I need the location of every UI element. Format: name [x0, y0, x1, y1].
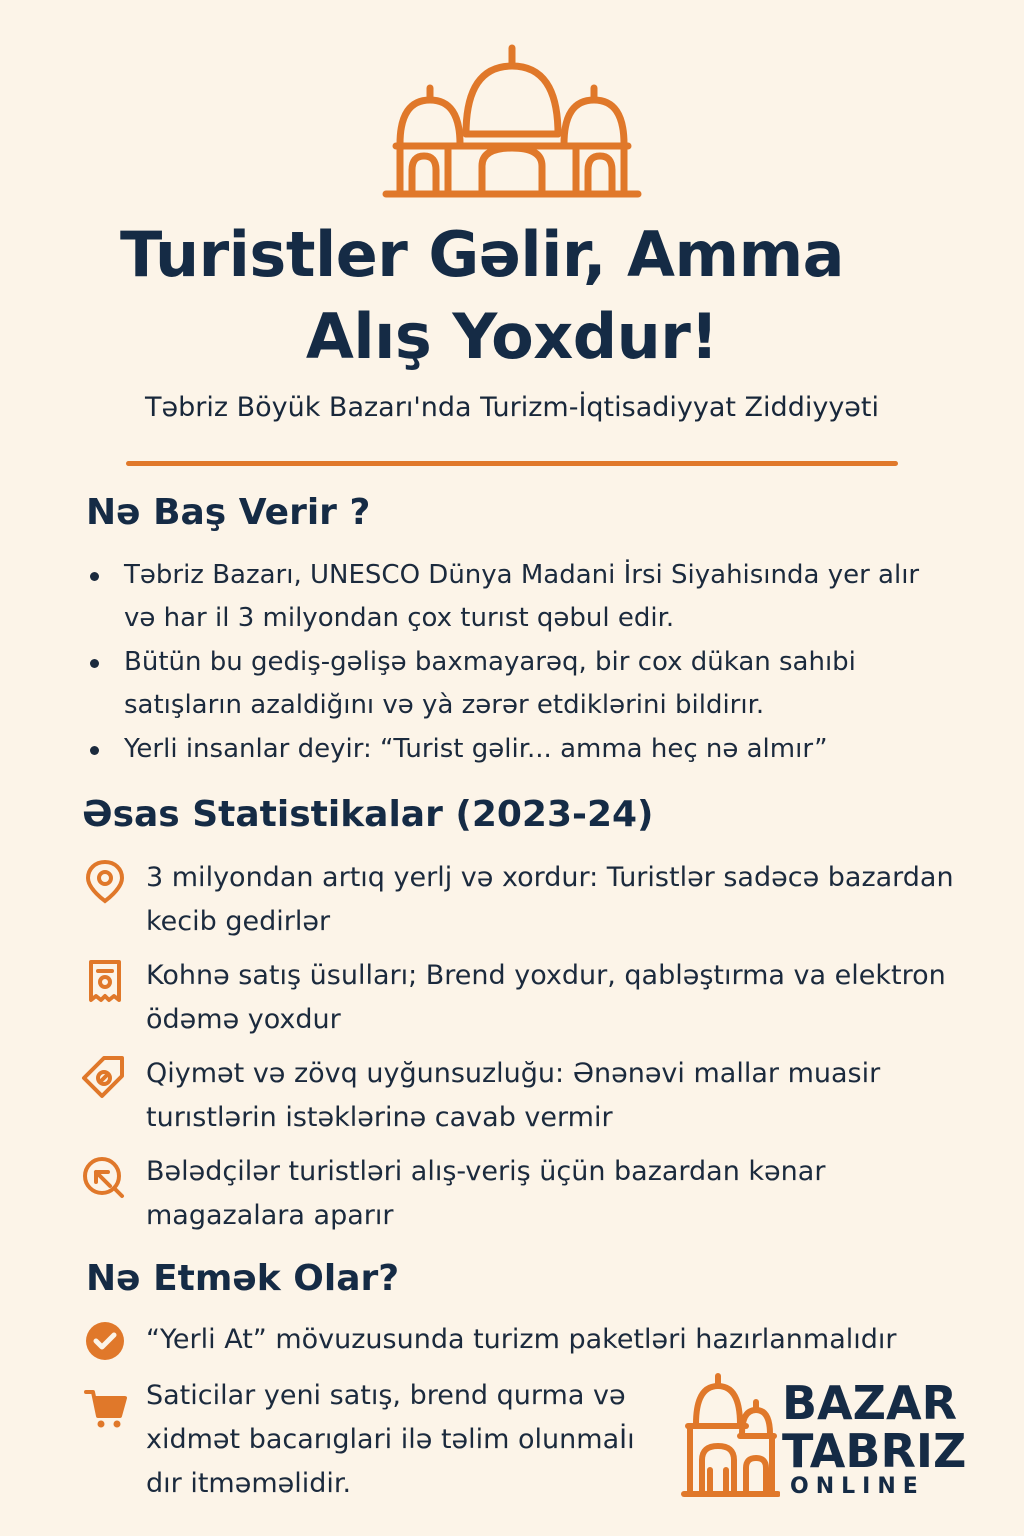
stat-line: magazalara aparır	[146, 1200, 394, 1231]
stat-item	[146, 856, 1006, 944]
bazaar-dome-logo	[382, 42, 642, 207]
bullet-item	[124, 728, 1004, 771]
stat-line: ödəmə yoxdur	[146, 1004, 341, 1035]
action-line: dır itməməlidir.	[146, 1468, 352, 1499]
location-pin-icon	[82, 858, 128, 904]
bullet-line: Təbriz Bazarı, UNESCO Dünya Madani İrsi Siyahisında yer alır	[124, 560, 920, 590]
stat-line: Kohnə satış üsulları; Brend yoxdur, qabləştırma va elektron	[146, 960, 946, 991]
bullet-line: Bütün bu gediş-gəlişə baxmayarəq, bir cox dükan sahıbi	[124, 647, 856, 677]
receipt-icon	[82, 958, 128, 1004]
shopping-cart-icon	[84, 1386, 128, 1430]
section-heading-key-stats: Əsas Statistikalar (2023-24)	[82, 794, 654, 835]
stat-item	[146, 1150, 1006, 1238]
stat-line: Qiymət və zövq uyğunsuzluğu: Ənənəvi mallar muasir	[146, 1058, 881, 1089]
stat-item	[146, 954, 1006, 1042]
check-circle-icon	[84, 1320, 126, 1362]
header-divider	[126, 461, 898, 466]
bullet-dot	[90, 572, 99, 581]
section-heading-actions: Nə Etmək Olar?	[86, 1258, 400, 1299]
bullet-dot	[90, 659, 99, 668]
stat-line: kecib gedirlər	[146, 906, 331, 937]
section-heading-what-happens: Nə Baş Verir ?	[86, 492, 371, 533]
bullet-line: Yerli insanlar deyir: “Turist gəlir... amma heç nə almır”	[124, 734, 828, 764]
stat-item	[146, 1052, 1006, 1140]
stat-line: turıstlərin istəklərinə cavab vermir	[146, 1102, 613, 1133]
page-title-line-2: Alış Yoxdur!	[305, 300, 719, 373]
stat-line: 3 milyondan artıq yerlj və xordur: Turistlər sadəcə bazardan	[146, 862, 954, 893]
stat-line: Bələdçilər turistləri alış-veriş üçün bazardan kənar	[146, 1156, 826, 1187]
action-line: Saticilar yeni satış, brend qurma və	[146, 1380, 626, 1411]
bullet-line: və har il 3 milyondan çox turıst qəbul edir.	[124, 603, 675, 633]
brand-bazaar-logo	[680, 1372, 780, 1500]
bullet-item	[124, 641, 1004, 727]
brand-name-line-2: TABRIZ	[782, 1424, 967, 1478]
brand-name-line-1: BAZAR	[782, 1376, 958, 1430]
bullet-line: satışların azaldiğını və yà zərər etdiklərini bildirır.	[124, 690, 765, 720]
page-title-line-1: Turistler Gəlir, Amma	[119, 218, 845, 291]
price-tag-icon	[80, 1054, 126, 1100]
bullet-item	[124, 554, 1004, 640]
brand-name-line-3: ONLINE	[790, 1474, 925, 1499]
action-line: xidmət bacarıglari ilə təlim olunmaİı	[146, 1424, 635, 1455]
page-subtitle: Təbriz Böyük Bazarı'nda Turizm-İqtisadiyyat Ziddiyyəti	[144, 392, 879, 423]
bullet-dot	[90, 746, 99, 755]
redirect-icon	[80, 1154, 126, 1200]
action-line: “Yerli At” mövuzusunda turizm paketləri hazırlanmalıdır	[146, 1324, 897, 1355]
action-item	[146, 1318, 1006, 1362]
action-item	[146, 1374, 686, 1506]
